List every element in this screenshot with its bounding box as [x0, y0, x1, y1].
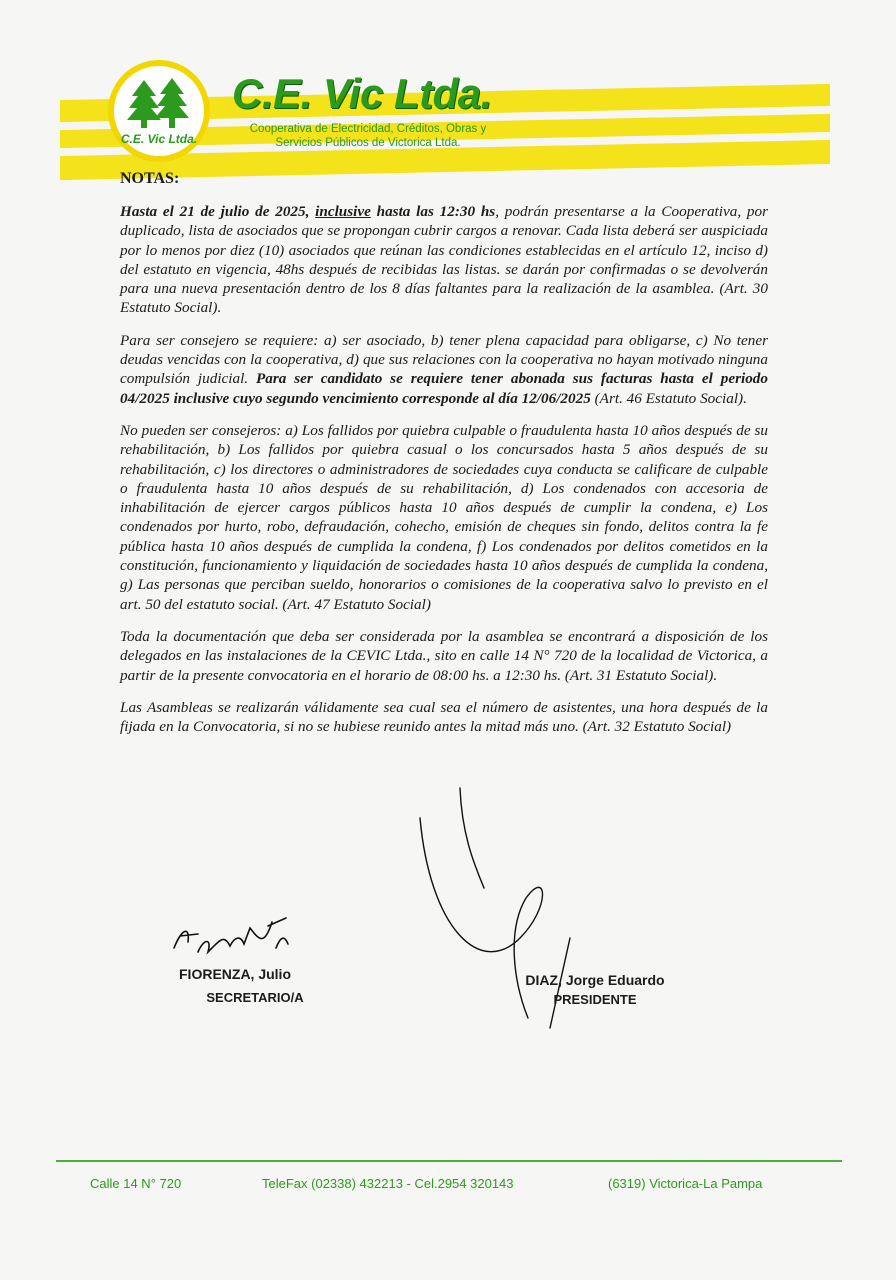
signature-role-left: SECRETARIO/A — [206, 990, 304, 1005]
paragraph-requirements — [120, 331, 768, 408]
deadline-inclusive: inclusive — [315, 203, 371, 220]
paragraph-lists-deadline — [120, 202, 768, 318]
footer-city: (6319) Victorica-La Pampa — [608, 1176, 763, 1191]
requirements-text: Para ser consejero se requiere: a) ser asociado, b) tener plena capacidad para obligarse, c) No tener deudas vencidas con la cooperativa, d) que sus relaciones con la cooperativa no hayan motivado ninguna compulsión judicial. — [120, 331, 768, 388]
deadline-text: , podrán presentarse a la Cooperativa, por duplicado, lista de asociados que se propongan cubrir cargos a renovar. Cada lista deberá ser auspiciada por lo menos por diez (10) asociados que reúnan las condiciones establecidas en el artículo 12, inciso d) del estatuto en vigencia, 48hs después de recibidas las listas. se darán por confirmadas o se devolverán para una nueva presentación dentro de los 8 días faltantes para la realización de la asamblea. (Art. 30 Estatuto Social). — [120, 203, 768, 317]
logo-caption: C.E. Vic Ltda. — [120, 132, 198, 146]
brand-name: C.E. Vic Ltda. — [232, 70, 492, 117]
requirements-tail: (Art. 46 Estatuto Social). — [590, 389, 747, 407]
brand-subtitle: Cooperativa de Electricidad, Créditos, Obras y Servicios Públicos de Victorica Ltda. — [249, 123, 487, 149]
paragraph-ineligible: No pueden ser consejeros: a) Los fallidos por quiebra culpable o fraudulenta hasta 10 años después de su rehabilitación, b) Los fallidos por quiebra casual o los concursados hasta 5 años después de su rehabilitación, c) los directores o administradores de sociedades cuya conducta se calificare de culpable o fraudulenta hasta 10 años después de su rehabilitación, d) Los condenados con accesoria de inhabilitación de ejercer cargos públicos hasta 10 años después de cumplir la condena, e) Los condenados por hurto, robo, defraudación, cohecho, emisión de cheques sin fondo, delitos contra la fe pública hasta 10 años después de cumplida la condena, f) Los condenados por delitos cometidos en la constitución, funcionamiento y liquidación de sociedades hasta 10 años después de cumplida la condena, g) Las personas que perciban sueldo, honorarios o comisiones de la cooperativa salvo lo previsto en el art. 50 del estatuto social. (Art. 47 Estatuto Social) — [120, 421, 768, 613]
signature-scribble-left — [168, 908, 298, 964]
candidate-requirement: Para ser candidato se requiere tener abonada sus facturas hasta el periodo 04/2025 inclusive cuyo segundo vencimiento corresponde al día 12/06/2025 — [120, 370, 768, 407]
signature-name-left: FIORENZA, Julio — [179, 966, 291, 982]
paragraph-documentation: Toda la documentación que deba ser considerada por la asamblea se encontrará a disposición de los delegados en las instalaciones de la CEVIC Ltda., sito en calle 14 N° 720 de la localidad de Victorica, a partir de la presente convocatoria en el horario de 08:00 hs. a 12:30 hs. (Art. 31 Estatuto Social). — [120, 627, 768, 684]
pine-trees-icon — [126, 78, 192, 130]
footer-address: Calle 14 N° 720 — [90, 1176, 182, 1191]
footer-divider — [56, 1160, 842, 1162]
deadline-time: hasta las 12:30 hs — [370, 203, 496, 220]
notes-title: NOTAS: — [120, 170, 180, 187]
signature-role-right: PRESIDENTE — [553, 992, 637, 1007]
footer-phone: TeleFax (02338) 432213 - Cel.2954 320143 — [262, 1176, 514, 1191]
signature-name-right: DIAZ, Jorge Eduardo — [525, 972, 665, 988]
paragraph-quorum: Las Asambleas se realizarán válidamente sea cual sea el número de asistentes, una hora después de la fijada en la Convocatoria, si no se hubiese reunido antes la mitad más uno. (Art. 32 Estatuto Social) — [120, 698, 768, 736]
deadline-lead: Hasta el 21 de julio de 2025, — [120, 203, 316, 220]
cooperative-logo — [108, 60, 210, 162]
notes-body — [120, 202, 768, 749]
